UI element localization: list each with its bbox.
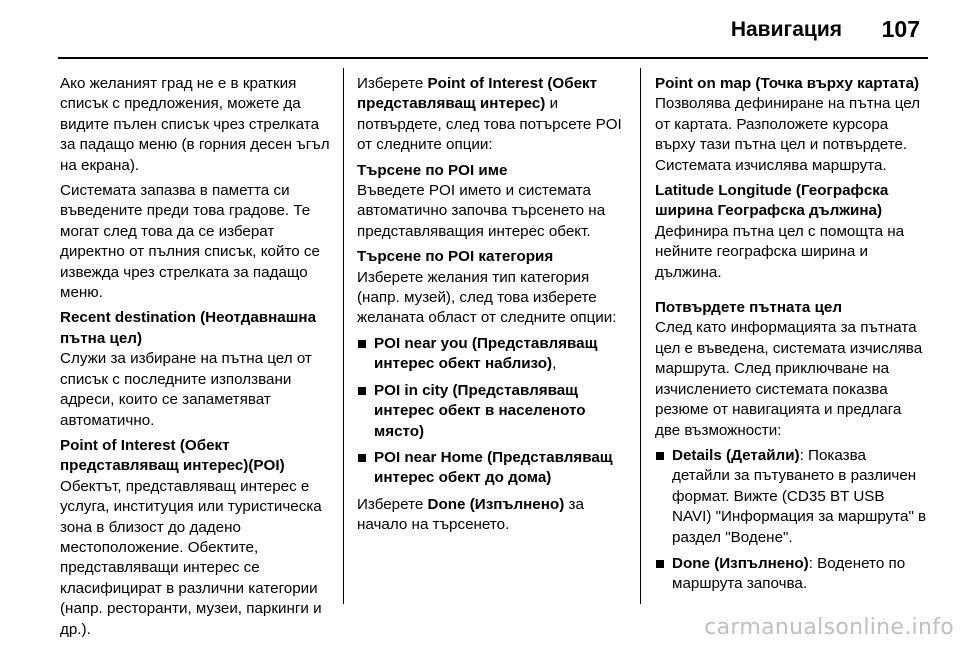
list-item — [357, 448, 629, 489]
heading-confirm-destination: Потвърдете пътната цел — [655, 299, 843, 317]
column-right — [655, 74, 927, 601]
paragraph-search-by-category: Изберете желания тип категория (напр. музей), след това изберете желаната област от следните опции: — [357, 268, 617, 327]
heading-point-of-interest: Point of Interest (Обект представляващ интерес)(POI) — [60, 436, 285, 475]
option-suffix: , — [552, 355, 557, 373]
heading-point-on-map: Point on map (Точка върху картата) — [655, 75, 920, 92]
option-details-text: : Показва детайли за пътуването в различен формат. Вижте (CD35 BT USB NAVI) "Информация за маршрута" в раздел "Водене". — [672, 446, 927, 546]
page-number: 107 — [881, 16, 920, 42]
bullet-icon — [358, 387, 366, 395]
paragraph-recent-destination: Служи за избиране на пътна цел от списък с последните използвани адреси, които се запаметяват автоматично. — [60, 350, 312, 429]
column-left — [60, 74, 332, 645]
column-divider-2 — [640, 68, 641, 604]
option-details: Details (Детайли) — [672, 446, 800, 464]
page-title: Навигация — [730, 18, 842, 41]
text-select: Изберете — [357, 495, 428, 513]
bullet-icon — [358, 340, 366, 348]
paragraph-city-memory: Системата запазва в паметта си въведените преди това градове. Те могат след това да се изберат директно от пълния списък, който се извежда чрез стрелката за падащо меню. — [60, 182, 320, 302]
bullet-icon — [358, 454, 366, 462]
paragraph-done — [357, 495, 629, 536]
paragraph-point-on-map: Позволява дефиниране на пътна цел от картата. Разположете курсора върху тази пътна цел и потвърдете. Системата изчислява маршрута. — [655, 95, 921, 174]
watermark: carmanualsonline.info — [704, 615, 954, 640]
option-poi-near-home: POI near Home (Представляващ интерес обект до дома) — [374, 448, 613, 487]
page-header — [0, 0, 960, 58]
bullet-icon — [656, 452, 664, 460]
poi-area-options-list — [357, 334, 629, 489]
paragraph-confirm-destination: След като информацията за пътната цел е въведена, системата изчислява маршрута. След приключване на изчислението системата показва резюме от навигацията и предлага две възможности: — [655, 319, 923, 439]
option-done-text: : Воденето по маршрута започва. — [672, 554, 906, 593]
heading-search-by-category: Търсене по POI категория — [357, 248, 554, 266]
list-item — [357, 334, 629, 375]
text-select-continued: и потвърдете, след това потърсете POI от следните опции: — [357, 95, 622, 154]
heading-search-by-name: Търсене по POI име — [357, 161, 508, 179]
route-options-list — [655, 446, 927, 595]
option-poi-in-city: POI in city (Представляващ интерес обект в населеното място) — [374, 381, 586, 440]
paragraph-point-of-interest: Обектът, представляващ интерес е услуга, институция или туристическа зона в близост до дадено местоположение. Обектите, представляващи интерес се класифицират в различни категории (напр. ресторанти, музеи, паркинги и др.). — [60, 477, 322, 638]
option-poi-near-you: POI near you (Представляващ интерес обект наблизо) — [374, 334, 598, 373]
paragraph-select-poi — [357, 74, 629, 156]
list-item — [655, 554, 927, 595]
bullet-icon — [656, 560, 664, 568]
column-divider-1 — [343, 68, 344, 604]
text-done-continued: за начало на търсенето. — [357, 495, 584, 534]
heading-recent-destination: Recent destination (Неотдавнашна пътна цел) — [60, 309, 317, 347]
list-item — [655, 446, 927, 548]
column-middle — [357, 74, 629, 541]
header-divider — [58, 57, 928, 59]
paragraph-search-by-name: Въведете POI името и системата автоматично започва търсенето на представляващия интерес обект. — [357, 182, 606, 240]
term-point-of-interest: Point of Interest (Обект представляващ интерес) — [357, 75, 598, 113]
text-select: Изберете — [357, 75, 428, 92]
term-done: Done (Изпълнено) — [427, 495, 565, 513]
list-item — [357, 381, 629, 442]
paragraph-city-list: Ако желаният град не е в краткия списък с предложения, можете да видите пълен списък чрез стрелката за падащо меню (в горния десен ъгъл на екрана). — [60, 75, 330, 174]
heading-latitude-longitude: Latitude Longitude (Географска ширина Географска дължина) — [655, 182, 889, 220]
paragraph-latitude-longitude: Дефинира пътна цел с помощта на нейните географска ширина и дължина. — [655, 222, 905, 281]
option-done: Done (Изпълнено) — [672, 554, 809, 572]
